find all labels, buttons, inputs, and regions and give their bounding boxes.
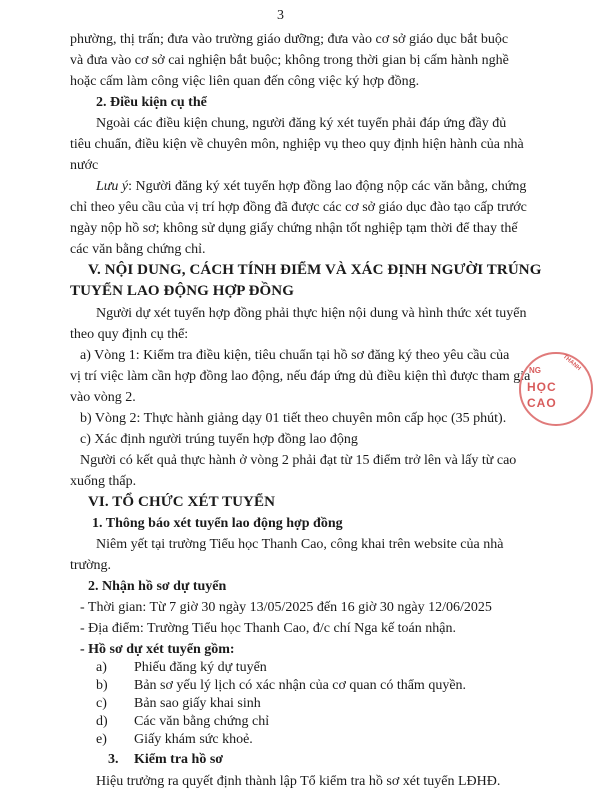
note-label: Lưu ý [96,179,129,194]
section-title [108,751,223,768]
text-line: nước [70,158,99,173]
text-line: chỉ theo yêu cầu của vị trí hợp đồng đã được các cơ sở giáo dục đào tạo cấp trước [70,200,527,215]
item-text: Bản sao giấy khai sinh [134,696,261,711]
text-line: - Địa điểm: Trường Tiểu học Thanh Cao, đ/c chí Nga kế toán nhận. [80,621,456,636]
item-text: Bản sơ yếu lý lịch có xác nhận của cơ quan có thẩm quyền. [134,678,467,693]
text-line: trường. [70,558,112,573]
heading-section-vi: VI. TỔ CHỨC XÉT TUYỂN [88,494,275,510]
note-text: : Người đăng ký xét tuyển hợp đồng lao động nộp các văn bằng, chứng [128,179,527,194]
dossier-item [96,713,269,730]
section-title: 1. Thông báo xét tuyển lao động hợp đồng [92,516,343,531]
text-line: b) Vòng 2: Thực hành giảng dạy 01 tiết theo chuyên môn cấp học (35 phút). [80,411,507,426]
text-line: theo quy định cụ thể: [70,327,189,342]
heading-section-v-cont: TUYỂN LAO ĐỘNG HỢP ĐỒNG [70,283,294,299]
heading-section-v: V. NỘI DUNG, CÁCH TÍNH ĐIỂM VÀ XÁC ĐỊNH NGƯỜI TRÚNG [88,262,542,278]
section-title: - Hồ sơ dự xét tuyển gồm: [80,642,235,657]
text-line: Ngoài các điều kiện chung, người đăng ký xét tuyển phải đáp ứng đầy đủ [96,116,507,131]
item-mark: c) [96,696,107,711]
text-line: vào vòng 2. [70,390,136,405]
note-line [96,178,526,195]
text-line: - Thời gian: Từ 7 giờ 30 ngày 13/05/2025 đến 16 giờ 30 ngày 12/06/2025 [80,600,492,615]
text-line: xuống thấp. [70,474,137,489]
stamp-text: CAO [527,396,557,410]
item-text: Giấy khám sức khoẻ. [134,732,253,747]
text-line: vị trí việc làm cần hợp đồng lao động, nếu đáp ứng dủ điều kiện thì được tham gia [70,369,531,384]
text-line: Người có kết quả thực hành ở vòng 2 phải đạt từ 15 điểm trở lên và lấy từ cao [80,453,517,468]
section-title: 2. Nhận hồ sơ dự tuyển [88,579,227,594]
text-line: Hiệu trưởng ra quyết định thành lập Tổ kiểm tra hồ sơ xét tuyển LĐHĐ. [96,774,501,789]
section-title-text: Kiểm tra hồ sơ [134,752,224,767]
stamp-edge-text: THANH [561,353,582,373]
item-mark: b) [96,678,108,693]
dossier-item [96,659,267,676]
text-line: tiêu chuẩn, điều kiện về chuyên môn, nghiệp vụ theo quy định hiện hành của nhà [70,137,524,152]
stamp-text: NG [529,366,541,375]
section-number: 3. [108,752,119,767]
item-text: Phiếu đăng ký dự tuyển [134,660,267,675]
text-line: phường, thị trấn; đưa vào trường giáo dưỡng; đưa vào cơ sở giáo dục bắt buộc [70,32,509,47]
dossier-item [96,731,253,748]
item-mark: d) [96,714,108,729]
text-line: a) Vòng 1: Kiểm tra điều kiện, tiêu chuẩn tại hồ sơ đăng ký theo yêu cầu của [80,348,510,363]
school-stamp [519,352,593,426]
text-line: các văn bằng chứng chỉ. [70,242,206,257]
text-line: và đưa vào cơ sở cai nghiện bắt buộc; không trong thời gian bị cấm hành nghề [70,53,509,68]
text-line: ngày nộp hồ sơ; không sử dụng giấy chứng nhận tốt nghiệp tạm thời để thay thế [70,221,518,236]
page-number: 3 [277,8,284,23]
item-mark: a) [96,660,107,675]
section-title: 2. Điều kiện cụ thể [96,95,207,110]
dossier-item [96,677,466,694]
item-mark: e) [96,732,107,747]
text-line: c) Xác định người trúng tuyển hợp đồng lao động [80,432,358,447]
stamp-text: HỌC [527,380,557,394]
text-line: Niêm yết tại trường Tiểu học Thanh Cao, công khai trên website của nhà [96,537,504,552]
dossier-item [96,695,261,712]
text-line: hoặc cấm làm công việc liên quan đến công việc ký hợp đồng. [70,74,420,89]
text-line: Người dự xét tuyển hợp đồng phải thực hiện nội dung và hình thức xét tuyển [96,306,527,321]
item-text: Các văn bằng chứng chỉ [134,714,270,729]
